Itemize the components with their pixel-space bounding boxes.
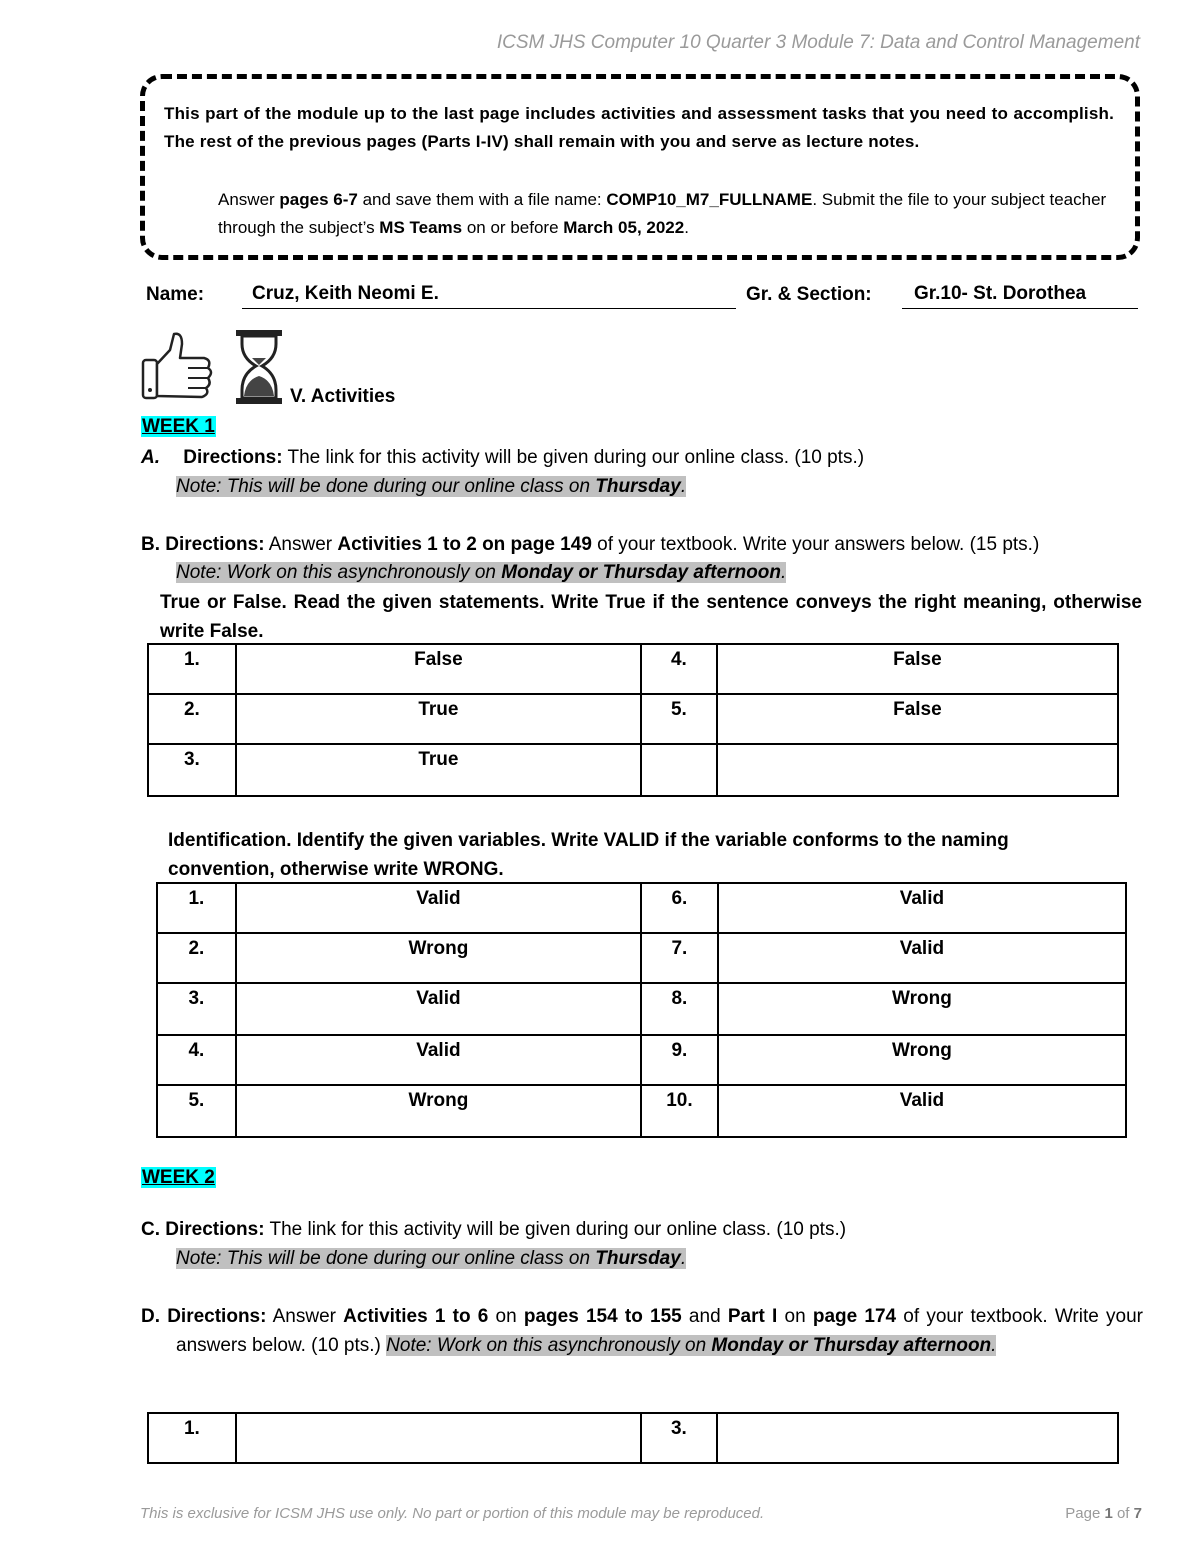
identification-table — [156, 882, 1127, 1138]
table-row — [148, 694, 1118, 744]
answer-cell: Wrong — [718, 983, 1126, 1035]
answer-cell: False — [717, 694, 1118, 744]
answer-cell: Valid — [718, 1085, 1126, 1137]
true-false-instructions: True or False. Read the given statements. Write True if the sentence conveys the right meaning, otherwise write False. — [160, 592, 1142, 642]
section-value: Gr.10- St. Dorothea — [902, 283, 1138, 309]
footer-disclaimer: This is exclusive for ICSM JHS use only. No part or portion of this module may be reproduced. — [140, 1505, 765, 1522]
footer-page-number: Page 1 of 7 — [1065, 1505, 1142, 1522]
answer-cell — [717, 744, 1118, 796]
item-a-note: Note: This will be done during our online class on Thursday. — [176, 476, 687, 497]
answer-cell: Valid — [236, 983, 641, 1035]
table-row — [148, 644, 1118, 694]
item-c-note: Note: This will be done during our online class on Thursday. — [176, 1248, 687, 1269]
header-title: ICSM JHS Computer 10 Quarter 3 Module 7: Data and Control Management — [496, 32, 1140, 53]
item-d-directions: D. Directions: Answer Activities 1 to 6 on pages 154 to 155 and Part I on page 174 of your textbook. Write your answers below. (10 pts.) Note: Work on this asynchronously on Monday or Thursday afternoon. — [141, 1306, 1143, 1356]
item-number: 1. — [148, 1413, 236, 1463]
answer-cell: Valid — [718, 933, 1126, 983]
table-row — [148, 1413, 1118, 1463]
item-number: 4. — [157, 1035, 236, 1085]
week2-answer-table — [147, 1412, 1119, 1464]
item-number: 3. — [148, 744, 236, 796]
identification-instructions: Identification. Identify the given variables. Write VALID if the variable conforms to the naming convention, otherwise write WRONG. — [168, 830, 1009, 880]
table-row — [157, 1035, 1126, 1085]
item-number: 3. — [641, 1413, 717, 1463]
item-a-directions: A. Directions: The link for this activity will be given during our online class. (10 pts.) — [141, 447, 865, 468]
item-number: 1. — [148, 644, 236, 694]
item-number: 5. — [641, 694, 717, 744]
answer-cell: Wrong — [718, 1035, 1126, 1085]
notice-answer: Answer pages 6-7 and save them with a file name: COMP10_M7_FULLNAME. Submit the file to your subject teacher through the subject’s MS Teams on or before March 05, 2022. — [218, 190, 1107, 237]
name-label: Name: — [146, 284, 205, 305]
answer-cell: Wrong — [236, 933, 641, 983]
item-number — [641, 744, 717, 796]
item-number: 6. — [641, 883, 718, 933]
week1-label: WEEK 1 — [142, 416, 215, 437]
activities-heading: V. Activities — [290, 386, 396, 407]
notice-intro: This part of the module up to the last page includes activities and assessment tasks that you need to accomplish. The rest of the previous pages (Parts I-IV) shall remain with you and serve as lecture notes. — [164, 104, 1114, 151]
item-number: 8. — [641, 983, 718, 1035]
section-label: Gr. & Section: — [746, 284, 872, 305]
item-number: 3. — [157, 983, 236, 1035]
table-row — [157, 983, 1126, 1035]
table-row — [148, 744, 1118, 796]
hourglass-icon — [232, 328, 286, 413]
thumbs-up-icon — [140, 330, 214, 409]
item-c-directions: C. Directions: The link for this activity will be given during our online class. (10 pts.) — [141, 1219, 847, 1240]
answer-cell: Valid — [236, 883, 641, 933]
answer-cell — [717, 1413, 1118, 1463]
answer-cell: False — [717, 644, 1118, 694]
week2-label: WEEK 2 — [142, 1167, 215, 1188]
answer-cell: False — [236, 644, 641, 694]
item-number: 1. — [157, 883, 236, 933]
table-row — [157, 933, 1126, 983]
name-value: Cruz, Keith Neomi E. — [242, 283, 736, 309]
true-false-table — [147, 643, 1119, 797]
item-number: 2. — [148, 694, 236, 744]
item-b-note: Note: Work on this asynchronously on Monday or Thursday afternoon. — [176, 562, 787, 583]
item-number: 9. — [641, 1035, 718, 1085]
answer-cell — [236, 1413, 641, 1463]
answer-cell: True — [236, 694, 641, 744]
item-number: 10. — [641, 1085, 718, 1137]
answer-cell: True — [236, 744, 641, 796]
item-number: 5. — [157, 1085, 236, 1137]
answer-cell: Valid — [718, 883, 1126, 933]
table-row — [157, 883, 1126, 933]
answer-cell: Valid — [236, 1035, 641, 1085]
table-row — [157, 1085, 1126, 1137]
item-number: 7. — [641, 933, 718, 983]
answer-cell: Wrong — [236, 1085, 641, 1137]
item-number: 2. — [157, 933, 236, 983]
item-number: 4. — [641, 644, 717, 694]
item-b-directions: B. Directions: Answer Activities 1 to 2 on page 149 of your textbook. Write your answers below. (15 pts.) — [141, 534, 1040, 555]
